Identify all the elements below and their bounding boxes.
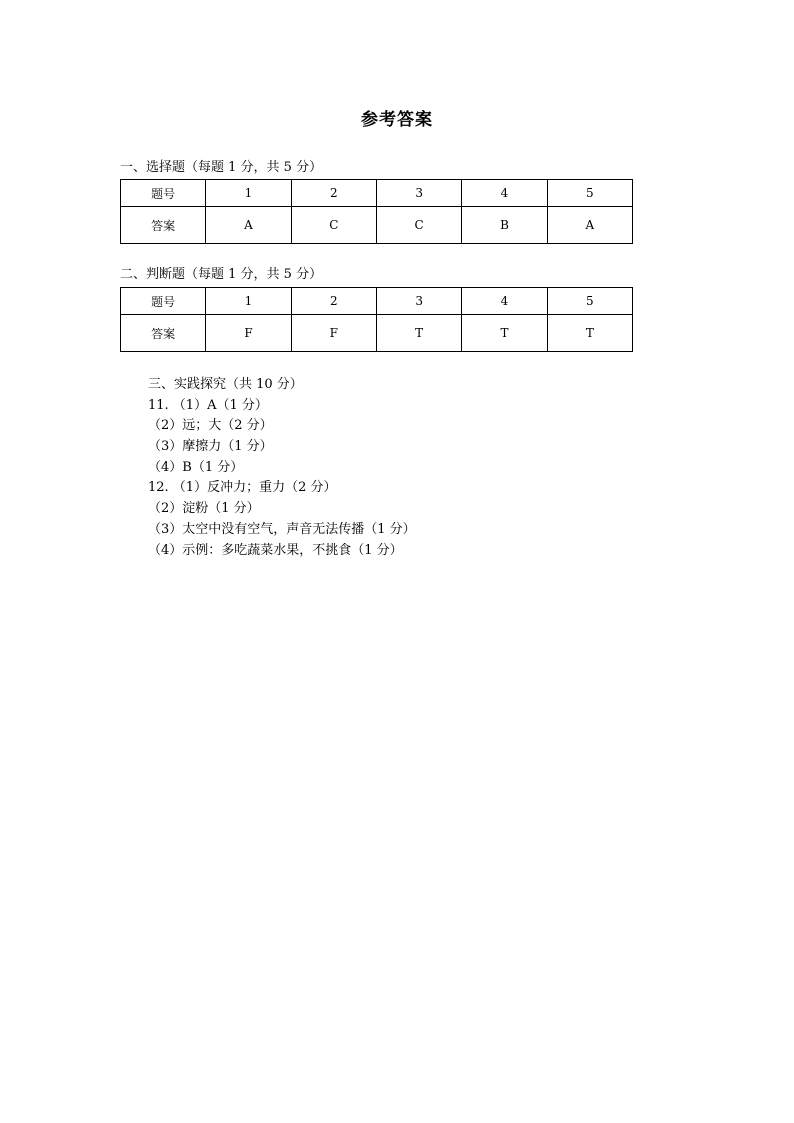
section-heading-true-false: 二、判断题（每题 1 分，共 5 分）: [120, 267, 323, 282]
answer-line: 12. （1）反冲力；重力（2 分）: [148, 480, 337, 496]
table-cell: A: [206, 207, 291, 244]
section-heading-multiple-choice: 一、选择题（每题 1 分，共 5 分）: [120, 160, 323, 175]
table-cell: 答案: [121, 207, 206, 244]
answer-line: （2）淀粉（1 分）: [148, 501, 260, 517]
table-cell: A: [547, 207, 632, 244]
table-cell: F: [291, 315, 376, 352]
table-cell: 5: [547, 288, 632, 315]
answer-line: （3）太空中没有空气，声音无法传播（1 分）: [148, 521, 416, 537]
table-cell: 1: [206, 288, 291, 315]
table-cell: 3: [376, 288, 461, 315]
table-cell: 题号: [121, 180, 206, 207]
table-cell: 题号: [121, 288, 206, 315]
table-header-row: [121, 288, 633, 315]
table-answer-row: [121, 315, 633, 352]
table-header-row: [121, 180, 633, 207]
answer-line: （3）摩擦力（1 分）: [148, 439, 273, 455]
table-cell: 答案: [121, 315, 206, 352]
answer-line: （2）远；大（2 分）: [148, 418, 273, 434]
table-cell: 4: [462, 288, 547, 315]
practice-section: [148, 375, 416, 561]
table-cell: T: [376, 315, 461, 352]
answer-line: （4）示例：多吃蔬菜水果，不挑食（1 分）: [148, 542, 403, 558]
true-false-answer-table: [120, 287, 633, 352]
table-cell: T: [462, 315, 547, 352]
table-cell: C: [291, 207, 376, 244]
page-title: 参考答案: [361, 110, 433, 130]
table-cell: T: [547, 315, 632, 352]
table-cell: 2: [291, 180, 376, 207]
answer-line: 11. （1）A（1 分）: [148, 397, 268, 413]
table-cell: 5: [547, 180, 632, 207]
table-cell: F: [206, 315, 291, 352]
answer-line: （4）B（1 分）: [148, 459, 244, 475]
table-cell: 3: [376, 180, 461, 207]
table-cell: 2: [291, 288, 376, 315]
multiple-choice-answer-table: [120, 179, 633, 244]
section-heading-practice: 三、实践探究（共 10 分）: [148, 377, 303, 392]
table-cell: C: [376, 207, 461, 244]
table-cell: B: [462, 207, 547, 244]
table-cell: 1: [206, 180, 291, 207]
table-answer-row: [121, 207, 633, 244]
table-cell: 4: [462, 180, 547, 207]
